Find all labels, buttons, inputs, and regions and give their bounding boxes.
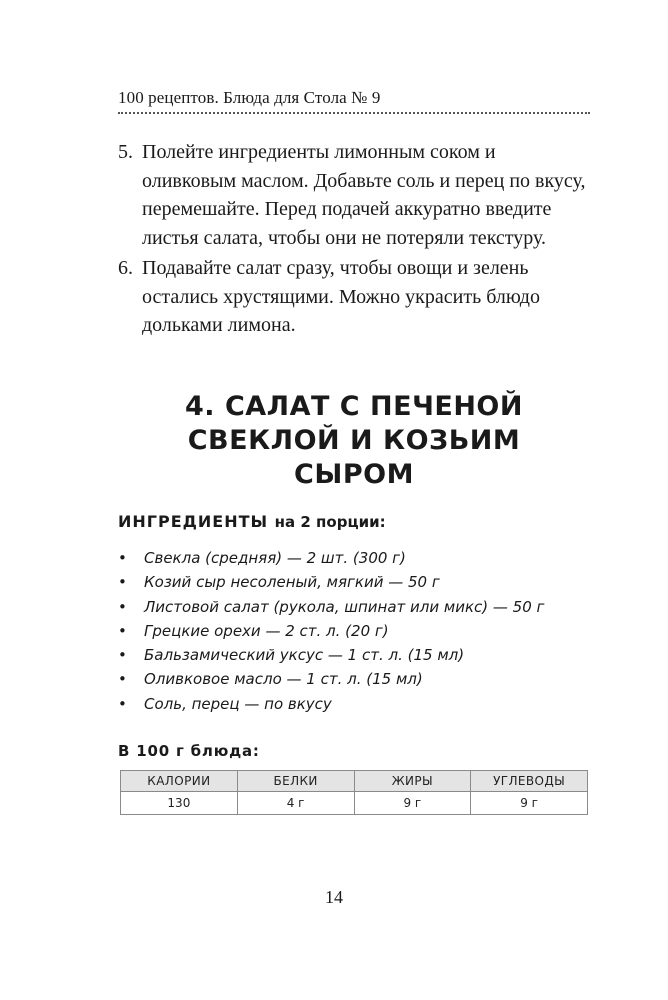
- page-number: 14: [325, 887, 343, 907]
- bullet-icon: •: [118, 573, 127, 592]
- ingredient-item: [118, 667, 590, 691]
- bullet-icon: •: [118, 694, 127, 713]
- recipe-title-line: СВЕКЛОЙ И КОЗЬИМ: [187, 425, 521, 456]
- bullet-icon: •: [118, 549, 127, 567]
- nutrition-header-row: [121, 771, 588, 792]
- bullet-icon: •: [118, 646, 127, 665]
- column-header-fat: ЖИРЫ: [354, 771, 471, 792]
- step-item: [118, 138, 590, 252]
- step-text: Полейте ингредиенты лимонным соком и оливковым маслом. Добавьте соль и перец по вкусу, перемешайте. Перед подачей аккуратно введите листья салата, чтобы они не потеряли текстуру.: [142, 141, 586, 249]
- column-header-protein: БЕЛКИ: [237, 771, 354, 792]
- fat-value: 9 г: [354, 792, 471, 815]
- carbs-value: 9 г: [471, 792, 588, 815]
- bullet-icon: •: [118, 670, 127, 689]
- recipe-title: [118, 390, 590, 492]
- recipe-title-line: 4. САЛАТ С ПЕЧЕНОЙ: [185, 391, 523, 422]
- ingredient-item: [118, 692, 590, 716]
- protein-value: 4 г: [237, 792, 354, 815]
- recipe-title-line: СЫРОМ: [294, 459, 414, 490]
- table-row: [121, 792, 588, 815]
- ingredients-heading: [118, 512, 386, 531]
- step-text: Подавайте салат сразу, чтобы овощи и зелень остались хрустящими. Можно украсить блюдо дольками лимона.: [142, 257, 540, 336]
- column-header-carbs: УГЛЕВОДЫ: [471, 771, 588, 792]
- ingredients-heading-label: ИНГРЕДИЕНТЫ: [118, 512, 269, 531]
- ingredient-text: Грецкие орехи — 2 ст. л. (20 г): [144, 621, 389, 640]
- bullet-icon: •: [118, 621, 127, 640]
- calories-value: 130: [121, 792, 238, 815]
- nutrition-heading: В 100 г блюда:: [118, 742, 260, 760]
- ingredient-text: Свекла (средняя) — 2 шт. (300 г): [144, 549, 406, 567]
- instruction-steps: [118, 138, 590, 342]
- ingredient-item: [118, 619, 590, 643]
- step-number: 6.: [118, 257, 133, 279]
- column-header-calories: КАЛОРИИ: [121, 771, 238, 792]
- ingredient-item: [118, 595, 590, 619]
- nutrition-table: [120, 770, 588, 815]
- ingredient-text: Соль, перец — по вкусу: [144, 694, 332, 713]
- ingredient-text: Листовой салат (рукола, шпинат или микс) — 50 г: [144, 597, 545, 616]
- ingredient-text: Козий сыр несоленый, мягкий — 50 г: [144, 573, 440, 592]
- bullet-icon: •: [118, 597, 127, 616]
- ingredient-text: Оливковое масло — 1 ст. л. (15 мл): [144, 670, 423, 689]
- ingredients-list: [118, 546, 590, 716]
- ingredient-text: Бальзамический уксус — 1 ст. л. (15 мл): [144, 646, 465, 665]
- step-number: 5.: [118, 141, 133, 163]
- ingredient-item: [118, 546, 590, 570]
- portions-label: на 2 порции:: [274, 513, 386, 531]
- step-item: [118, 254, 590, 340]
- ingredient-item: [118, 570, 590, 594]
- ingredient-item: [118, 643, 590, 667]
- running-header: 100 рецептов. Блюда для Стола № 9: [118, 88, 590, 114]
